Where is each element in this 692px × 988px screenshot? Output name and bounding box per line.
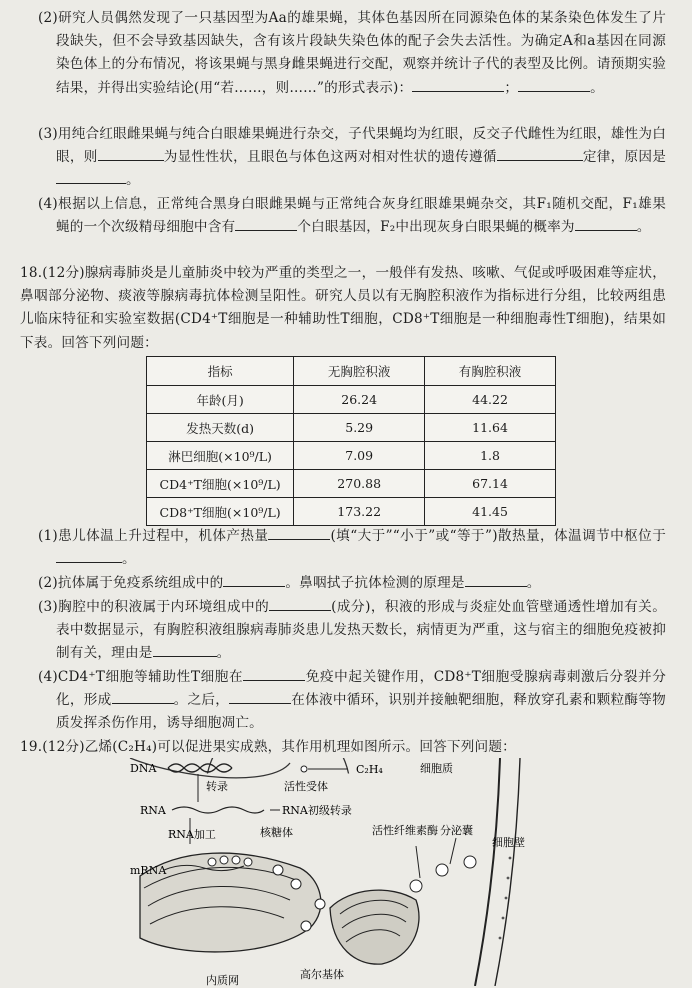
table-cell: 270.88: [294, 470, 425, 498]
results-table: [146, 356, 556, 526]
label-nucleus: [216, 758, 250, 759]
answer-blank[interactable]: [497, 146, 583, 161]
q17-part4-text-c: 。: [636, 219, 651, 236]
answer-blank[interactable]: [465, 572, 527, 587]
label-ethylene: C₂H₄: [356, 763, 383, 776]
table-cell: CD8⁺T细胞(×10⁹/L): [147, 498, 294, 526]
vesicle-pointer: [450, 838, 456, 864]
table-cell: 年龄(月): [147, 386, 294, 414]
table-cell: 44.22: [425, 386, 556, 414]
q18-part4: [38, 666, 666, 736]
table-cell: 1.8: [425, 442, 556, 470]
q18-part3: [38, 596, 666, 666]
q18-part1-text-a: (1)患儿体温上升过程中，机体产热量: [38, 528, 269, 544]
table-row: [147, 498, 556, 526]
label-rna: RNA: [140, 804, 166, 817]
table-cell: 11.64: [425, 414, 556, 442]
answer-blank[interactable]: [56, 548, 122, 563]
q18-part3-text-a: (3)胸腔中的积液属于内环境组成中的: [38, 599, 270, 615]
table-row: [147, 470, 556, 498]
q18-part2-text-a: (2)抗体属于免疫系统组成中的: [38, 575, 224, 591]
table-cell: 41.45: [425, 498, 556, 526]
label-primary-transcript: RNA初级转录: [282, 804, 352, 817]
table-cell: 淋巴细胞(×10⁹/L): [147, 442, 294, 470]
answer-blank[interactable]: [98, 146, 164, 161]
table-cell: CD4⁺T细胞(×10⁹/L): [147, 470, 294, 498]
table-row: [147, 442, 556, 470]
table-cell: 7.09: [294, 442, 425, 470]
q17-part4: [38, 193, 666, 239]
answer-blank[interactable]: [223, 572, 285, 587]
table-row: [147, 386, 556, 414]
label-rna-processing: RNA加工: [168, 828, 216, 841]
q18-part2-text-c: 。: [526, 575, 541, 591]
answer-blank[interactable]: [518, 77, 590, 92]
table-row: [147, 414, 556, 442]
cellulase-pointer: [416, 846, 420, 878]
q18-part4-text-d: 在体液中循环，识别并接触靶细胞，释放穿孔素和颗粒酶等物质发挥杀伤作用，诱导细胞凋亡。: [56, 692, 666, 732]
q18-part3-text-b: (成分)，积液的形成与炎症处血管壁通透性增加有关。表中数据显示，有胸腔积液组腺病毒肺炎患儿发热天数长，病情更为严重，这与宿主的细胞免疫被抑制有关，理由是: [56, 599, 666, 662]
label-mrna: mRNA: [130, 864, 167, 877]
q17-part4-text-b: 个白眼基因，F₂中出现灰身白眼果蝇的概率为: [297, 219, 575, 236]
label-cytoplasm: 细胞质: [420, 762, 453, 775]
q17-part2-text: (2)研究人员偶然发现了一只基因型为Aa的雄果蝇，其体色基因所在同源染色体的某条染色体发生了片段缺失，但不会导致基因缺失，含有该片段缺失染色体的配子会失去活性。为确定A和a基因在同源染色体上的分布情况，将该果蝇与黑身雌果蝇进行交配，观察并统计子代的表型及比例。请预期实验结果，并得出实验结论(用“若……，则……”的形式表示)：: [38, 10, 666, 96]
answer-blank[interactable]: [112, 689, 174, 704]
q18-part4-text-b: 免疫中起关键作用，CD8⁺T细胞受腺病毒刺激后分裂并分化，形成: [56, 669, 666, 709]
rna-strand: [172, 807, 264, 813]
q17-part2-sep: ；: [504, 79, 519, 96]
q17-part2: [38, 7, 666, 100]
answer-blank[interactable]: [243, 666, 305, 681]
q17-part3-text-d: 。: [126, 172, 140, 189]
answer-blank[interactable]: [153, 642, 217, 657]
label-dna: DNA: [130, 762, 157, 775]
table-cell: 发热天数(d): [147, 414, 294, 442]
dna-strand: [168, 764, 232, 772]
receptor-icon: [301, 766, 307, 772]
q18-part1: [38, 525, 666, 571]
table-header: 指标: [147, 357, 294, 386]
q17-part3: [38, 123, 666, 193]
table-cell: 26.24: [294, 386, 425, 414]
q18-stem: 18.(12分)腺病毒肺炎是儿童肺炎中较为严重的类型之一，一般伴有发热、咳嗽、气促或呼吸困难等症状，鼻咽部分泌物、痰液等腺病毒抗体检测呈阳性。研究人员以有无胸腔积液作为指标进行分组，比较两组患儿临床特征和实验室数据(CD4⁺T细胞是一种辅助性T细胞，CD8⁺T细胞是一种细胞毒性T细胞)，结果如下表。回答下列问题：: [20, 265, 666, 351]
table-header-row: [147, 357, 556, 386]
cell-membrane: [475, 758, 500, 986]
label-cell-wall: 细胞壁: [492, 836, 525, 849]
q18-part1-text-c: 。: [122, 551, 136, 568]
q17-part3-text-b: 为显性性状，且眼色与体色这两对相对性状的遗传遵循: [163, 149, 497, 166]
answer-blank[interactable]: [229, 689, 291, 704]
q18-part2-text-b: 。鼻咽拭子抗体检测的原理是: [285, 575, 465, 591]
q18-part2: [38, 572, 666, 595]
q17-part3-text-c: 定律，原因是: [582, 149, 666, 166]
answer-blank[interactable]: [235, 216, 297, 231]
label-cellulase: 活性纤维素酶: [372, 824, 438, 837]
label-transcription: 转录: [206, 780, 228, 793]
label-active-receptor: 活性受体: [284, 780, 328, 793]
table-header: 无胸腔积液: [294, 357, 425, 386]
q18-part4-text-c: 。之后，: [173, 692, 230, 709]
label-ribosome: 核糖体: [260, 826, 293, 839]
label-golgi: 高尔基体: [300, 968, 344, 981]
answer-blank[interactable]: [56, 169, 126, 184]
q17-part2-end: 。: [590, 79, 604, 96]
q18-part4-text-a: (4)CD4⁺T细胞等辅助性T细胞在: [38, 669, 244, 685]
table-cell: 5.29: [294, 414, 425, 442]
q18-part3-text-c: 。: [216, 645, 231, 662]
table-cell: 67.14: [425, 470, 556, 498]
q19-stem: 19.(12分)乙烯(C₂H₄)可以促进果实成熟，其作用机理如图所示。回答下列问题：: [20, 739, 516, 755]
er-body: [140, 853, 321, 952]
table-cell: 173.22: [294, 498, 425, 526]
label-er: 内质网: [206, 974, 239, 986]
q17-part4-text-a: (4)根据以上信息，正常纯合黑身白眼雌果蝇与正常纯合灰身红眼雄果蝇杂交，其F₁随机交配，F₁雄果蝇的一个次级精母细胞中含有: [38, 196, 666, 236]
q17-part3-text-a: (3)用纯合红眼雌果蝇与纯合白眼雄果蝇进行杂交，子代果蝇均为红眼，反交子代雌性为红眼，雄性为白眼，则: [38, 126, 666, 166]
answer-blank[interactable]: [575, 216, 637, 231]
table-header: 有胸腔积液: [425, 357, 556, 386]
ethylene-mechanism-diagram: [120, 758, 560, 986]
answer-blank[interactable]: [412, 77, 504, 92]
q18-part1-text-b: (填“大于”“小于”或“等于”)散热量，体温调节中枢位于: [330, 528, 666, 544]
answer-blank[interactable]: [269, 596, 331, 611]
answer-blank[interactable]: [268, 525, 330, 540]
label-secretory-vesicle: 分泌囊: [440, 824, 473, 837]
